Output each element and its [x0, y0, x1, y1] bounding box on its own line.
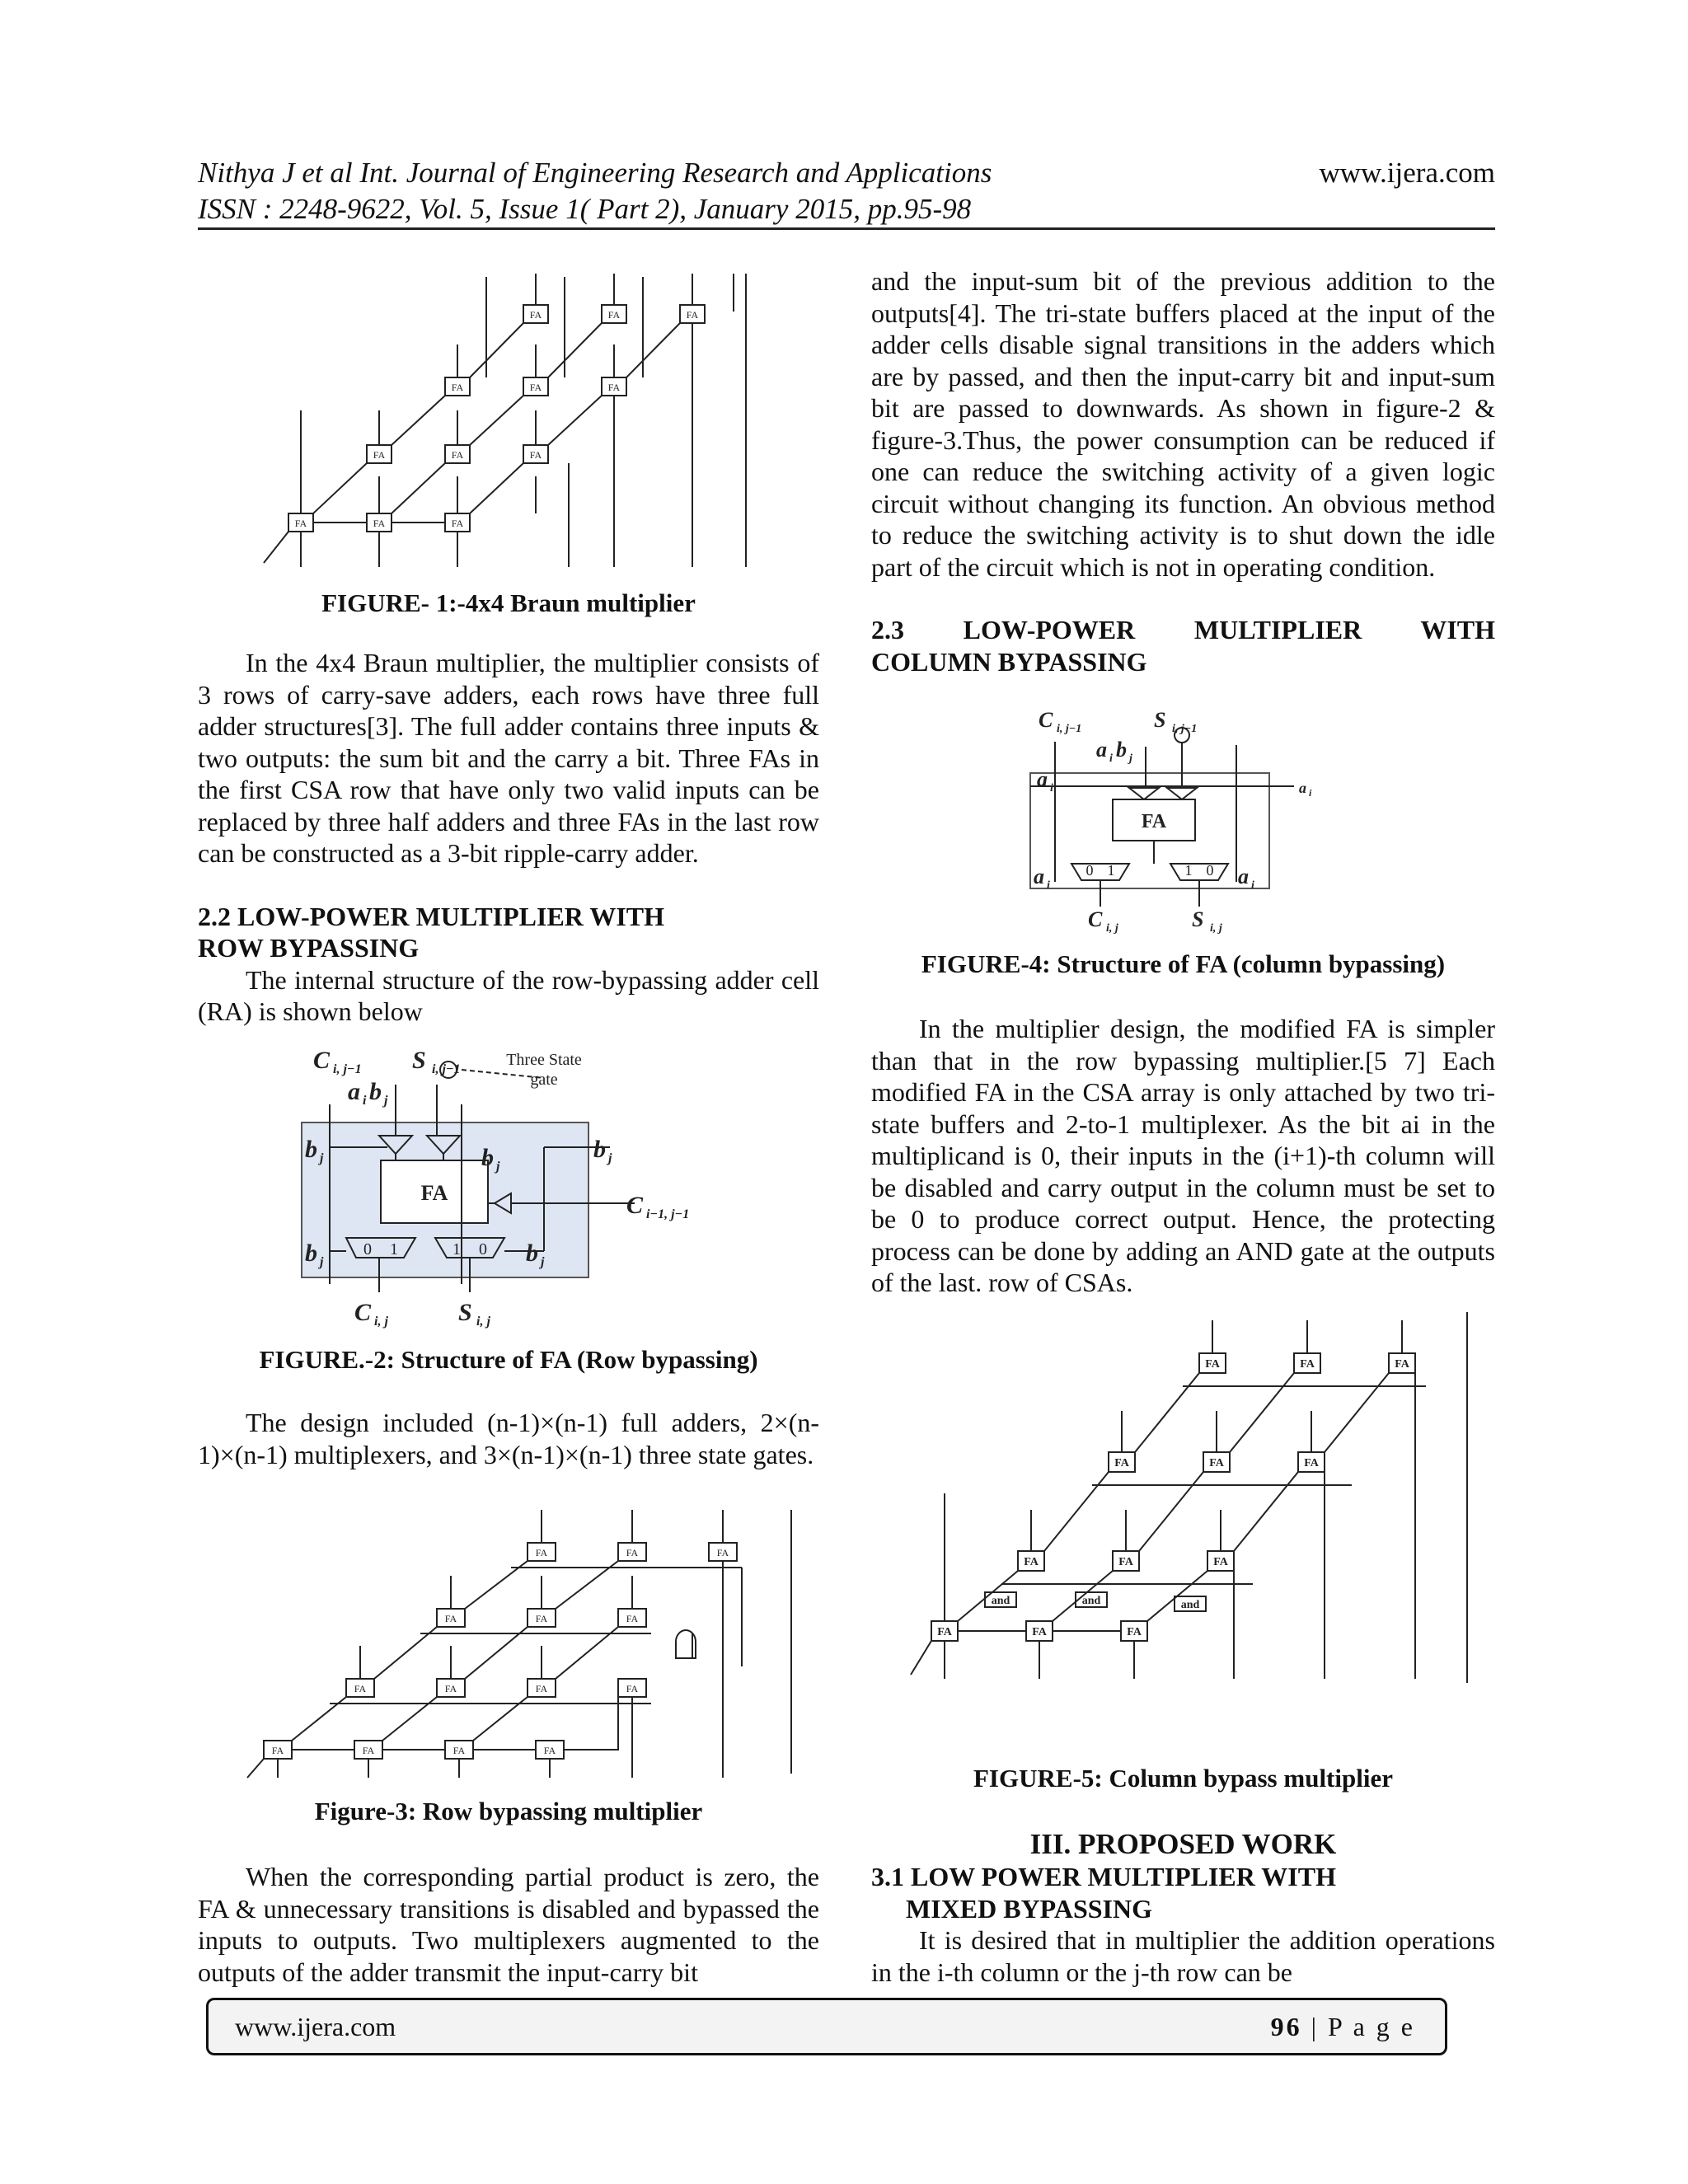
svg-text:b: b — [305, 1136, 317, 1163]
svg-text:C: C — [313, 1047, 331, 1074]
right-column-block-2 — [871, 1013, 1495, 1299]
svg-text:FA: FA — [1118, 1556, 1133, 1568]
svg-text:and: and — [1180, 1599, 1200, 1611]
svg-text:i, j−1: i, j−1 — [333, 1062, 362, 1076]
paragraph-modified-fa: In the multiplier design, the modified FA is simpler than that in the row bypassing multiplier.[5 7] Each modified FA in the CSA array is only attached by two tri-state buffers and 2-to-1 multiplexer. As the bit ai in the multiplicand is 0, their inputs in the (i+1)-th column will be disabled and carry output in the column must be set to be 0 to produce correct output. Hence, the protecting process can be done by adding an AND gate at the outputs of the last. row of CSAs. — [871, 1014, 1495, 1297]
svg-text:j: j — [384, 1094, 388, 1108]
svg-text:FA: FA — [451, 382, 464, 393]
svg-text:FA: FA — [529, 449, 542, 461]
svg-text:FA: FA — [1209, 1457, 1224, 1469]
svg-text:FA: FA — [1127, 1626, 1142, 1638]
right-column-block-3 — [871, 1828, 1495, 1988]
header-journal-line: Nithya J et al Int. Journal of Engineering Research and Applications — [198, 157, 992, 189]
svg-text:a: a — [1034, 865, 1044, 888]
svg-text:b: b — [1116, 738, 1127, 762]
section-heading-2-3: 2.3 LOW-POWER MULTIPLIER WITH — [871, 615, 1495, 644]
svg-text:FA: FA — [1300, 1358, 1315, 1371]
svg-text:gate: gate — [530, 1071, 558, 1089]
svg-text:1: 1 — [452, 1240, 461, 1258]
paragraph-mixed-bypass: It is desired that in multiplier the addition operations in the i-th column or the j-th row can be — [871, 1925, 1495, 1987]
svg-text:a: a — [1299, 780, 1306, 796]
svg-text:0: 0 — [363, 1240, 372, 1258]
svg-text:FA: FA — [1304, 1457, 1319, 1469]
svg-text:i, j: i, j — [1210, 922, 1222, 935]
svg-text:C: C — [626, 1192, 644, 1219]
right-column-block-1 — [871, 265, 1495, 677]
svg-text:FA: FA — [1114, 1457, 1129, 1469]
svg-text:C: C — [354, 1299, 372, 1326]
svg-text:a: a — [348, 1078, 360, 1105]
svg-text:FA: FA — [451, 449, 464, 461]
figure-1-caption: FIGURE- 1:-4x4 Braun multiplier — [321, 588, 696, 617]
svg-text:FA: FA — [362, 1745, 375, 1756]
figure-3-caption: Figure-3: Row bypassing multiplier — [314, 1797, 703, 1825]
footer-website: www.ijera.com — [235, 2012, 396, 2041]
svg-text:i: i — [1309, 787, 1312, 799]
svg-text:i: i — [1109, 752, 1113, 765]
section-heading-3: III. PROPOSED WORK — [1029, 1828, 1337, 1860]
svg-text:i: i — [1050, 782, 1053, 794]
figure-4-caption: FIGURE-4: Structure of FA (column bypassing) — [921, 949, 1446, 978]
section-heading-2-2: 2.2 LOW-POWER MULTIPLIER WITH ROW BYPASSING — [198, 901, 665, 963]
left-column-block-2 — [198, 1407, 819, 1470]
svg-text:b: b — [526, 1240, 538, 1267]
svg-text:FA: FA — [716, 1547, 729, 1558]
svg-text:FA: FA — [452, 1745, 466, 1756]
svg-text:i: i — [363, 1094, 367, 1108]
svg-text:i, j−1: i, j−1 — [1172, 723, 1198, 735]
figure-2-row-bypass-fa — [297, 1045, 725, 1342]
header-website: www.ijera.com — [1319, 157, 1495, 189]
svg-text:1: 1 — [1107, 862, 1115, 879]
figure-3-row-bypass-multiplier — [231, 1502, 808, 1790]
footer-page-number: 96 | P a g e — [1270, 2012, 1415, 2041]
svg-text:S: S — [412, 1047, 426, 1074]
svg-text:FA: FA — [271, 1745, 284, 1756]
svg-text:1: 1 — [390, 1240, 398, 1258]
left-column-block-1 — [198, 647, 819, 1028]
svg-text:S: S — [1192, 907, 1204, 931]
running-header — [198, 155, 1495, 227]
svg-text:i: i — [1047, 879, 1050, 892]
svg-text:FA: FA — [1213, 1556, 1228, 1568]
svg-text:j: j — [608, 1151, 612, 1165]
svg-text:j: j — [320, 1151, 324, 1165]
svg-text:and: and — [991, 1595, 1010, 1607]
svg-text:FA: FA — [626, 1547, 639, 1558]
svg-text:FA: FA — [529, 382, 542, 393]
svg-text:a: a — [1037, 767, 1048, 791]
svg-text:b: b — [481, 1144, 494, 1171]
svg-text:FA: FA — [444, 1613, 457, 1624]
paragraph-braun: In the 4x4 Braun multiplier, the multiplier consists of 3 rows of carry-save adders, each rows have three full adder structures[3]. The full adder contains three inputs & two outputs: the sum bit and the carry a bit. Three FAs in the first CSA row that have only two valid inputs can be replaced by three half adders and three FAs in the last row can be constructed as a 3-bit ripple-carry adder. — [198, 648, 819, 868]
svg-text:0: 0 — [1085, 862, 1094, 879]
svg-text:Three State: Three State — [506, 1051, 582, 1069]
paragraph-design-counts: The design included (n-1)×(n-1) full adders, 2×(n-1)×(n-1) multiplexers, and 3×(n-1)×(n-1) three state gates. — [198, 1408, 819, 1469]
svg-text:C: C — [1088, 907, 1103, 931]
svg-text:S: S — [458, 1299, 472, 1326]
svg-text:FA: FA — [354, 1683, 367, 1694]
svg-text:a: a — [1096, 738, 1107, 762]
paragraph-partial-product-zero: When the corresponding partial product is zero, the FA & unnecessary transitions is disabled and bypassed the inputs to outputs. Two multiplexers augmented to the outputs of the adder transmit the input-carry bit — [198, 1862, 819, 1987]
svg-text:j: j — [320, 1255, 324, 1269]
svg-text:j: j — [496, 1160, 500, 1174]
svg-text:FA: FA — [626, 1613, 639, 1624]
svg-text:FA: FA — [529, 309, 542, 321]
svg-text:FA: FA — [420, 1181, 448, 1205]
svg-text:i−1, j−1: i−1, j−1 — [646, 1207, 690, 1221]
paragraph-row-bypass-intro: The internal structure of the row-bypassing adder cell (RA) is shown below — [198, 964, 819, 1026]
svg-text:FA: FA — [294, 518, 307, 529]
svg-text:0: 0 — [1206, 862, 1214, 879]
section-heading-3-1: 3.1 LOW POWER MULTIPLIER WITH MIXED BYPASSING — [871, 1862, 1336, 1924]
svg-text:FA: FA — [1141, 811, 1167, 832]
svg-text:and: and — [1081, 1595, 1101, 1607]
svg-text:a: a — [1238, 865, 1249, 888]
svg-text:b: b — [593, 1136, 606, 1163]
svg-text:FA: FA — [607, 382, 621, 393]
svg-text:b: b — [305, 1240, 317, 1267]
figure-4-column-bypass-fa — [1022, 709, 1368, 940]
left-column-block-3 — [198, 1861, 819, 1988]
svg-text:FA: FA — [543, 1745, 556, 1756]
svg-text:FA: FA — [1032, 1626, 1047, 1638]
figure-1-braun-multiplier — [247, 262, 775, 583]
svg-text:FA: FA — [373, 518, 386, 529]
svg-text:FA: FA — [535, 1613, 548, 1624]
svg-text:j: j — [1129, 752, 1132, 765]
svg-text:FA: FA — [1024, 1556, 1039, 1568]
svg-text:i, j: i, j — [476, 1315, 490, 1329]
svg-text:i: i — [1251, 879, 1254, 892]
svg-text:FA: FA — [937, 1626, 952, 1638]
svg-text:b: b — [369, 1078, 382, 1105]
svg-text:1: 1 — [1184, 862, 1193, 879]
section-heading-2-3-line2: COLUMN BYPASSING — [871, 646, 1147, 677]
svg-text:j: j — [541, 1255, 545, 1269]
page-footer — [206, 1998, 1447, 2055]
header-issn-line: ISSN : 2248-9622, Vol. 5, Issue 1( Part 2), January 2015, pp.95-98 — [198, 193, 972, 225]
figure-5-caption: FIGURE-5: Column bypass multiplier — [973, 1764, 1393, 1793]
svg-text:S: S — [1154, 709, 1166, 732]
svg-text:FA: FA — [535, 1683, 548, 1694]
svg-text:FA: FA — [1205, 1358, 1220, 1371]
svg-text:C: C — [1039, 709, 1053, 732]
figure-5-column-bypass-multiplier — [890, 1304, 1484, 1699]
svg-text:i, j: i, j — [1106, 922, 1118, 935]
svg-text:FA: FA — [607, 309, 621, 321]
svg-text:FA: FA — [626, 1683, 639, 1694]
paragraph-tri-state: and the input-sum bit of the previous addition to the outputs[4]. The tri-state buffers placed at the input of the adder cells disable signal transitions in the adders which are by passed, and then the input-carry bit and input-sum bit are passed to downwards. As shown in figure-2 & figure-3.Thus, the power consumption can be reduced if one can reduce the switching activity of a given logic circuit without changing its function. An obvious method to reduce the switching activity is to shut down the idle part of the circuit which is not in operating condition. — [871, 266, 1495, 582]
svg-text:i, j: i, j — [374, 1315, 388, 1329]
svg-text:FA: FA — [444, 1683, 457, 1694]
svg-text:FA: FA — [535, 1547, 548, 1558]
header-rule — [198, 227, 1495, 230]
svg-text:FA: FA — [451, 518, 464, 529]
svg-text:FA: FA — [373, 449, 386, 461]
svg-text:i, j−1: i, j−1 — [432, 1062, 461, 1076]
svg-text:FA: FA — [686, 309, 699, 321]
figure-2-caption: FIGURE.-2: Structure of FA (Row bypassing) — [259, 1345, 758, 1374]
svg-text:FA: FA — [1395, 1358, 1409, 1371]
svg-text:i, j−1: i, j−1 — [1057, 723, 1082, 735]
svg-text:0: 0 — [479, 1240, 487, 1258]
